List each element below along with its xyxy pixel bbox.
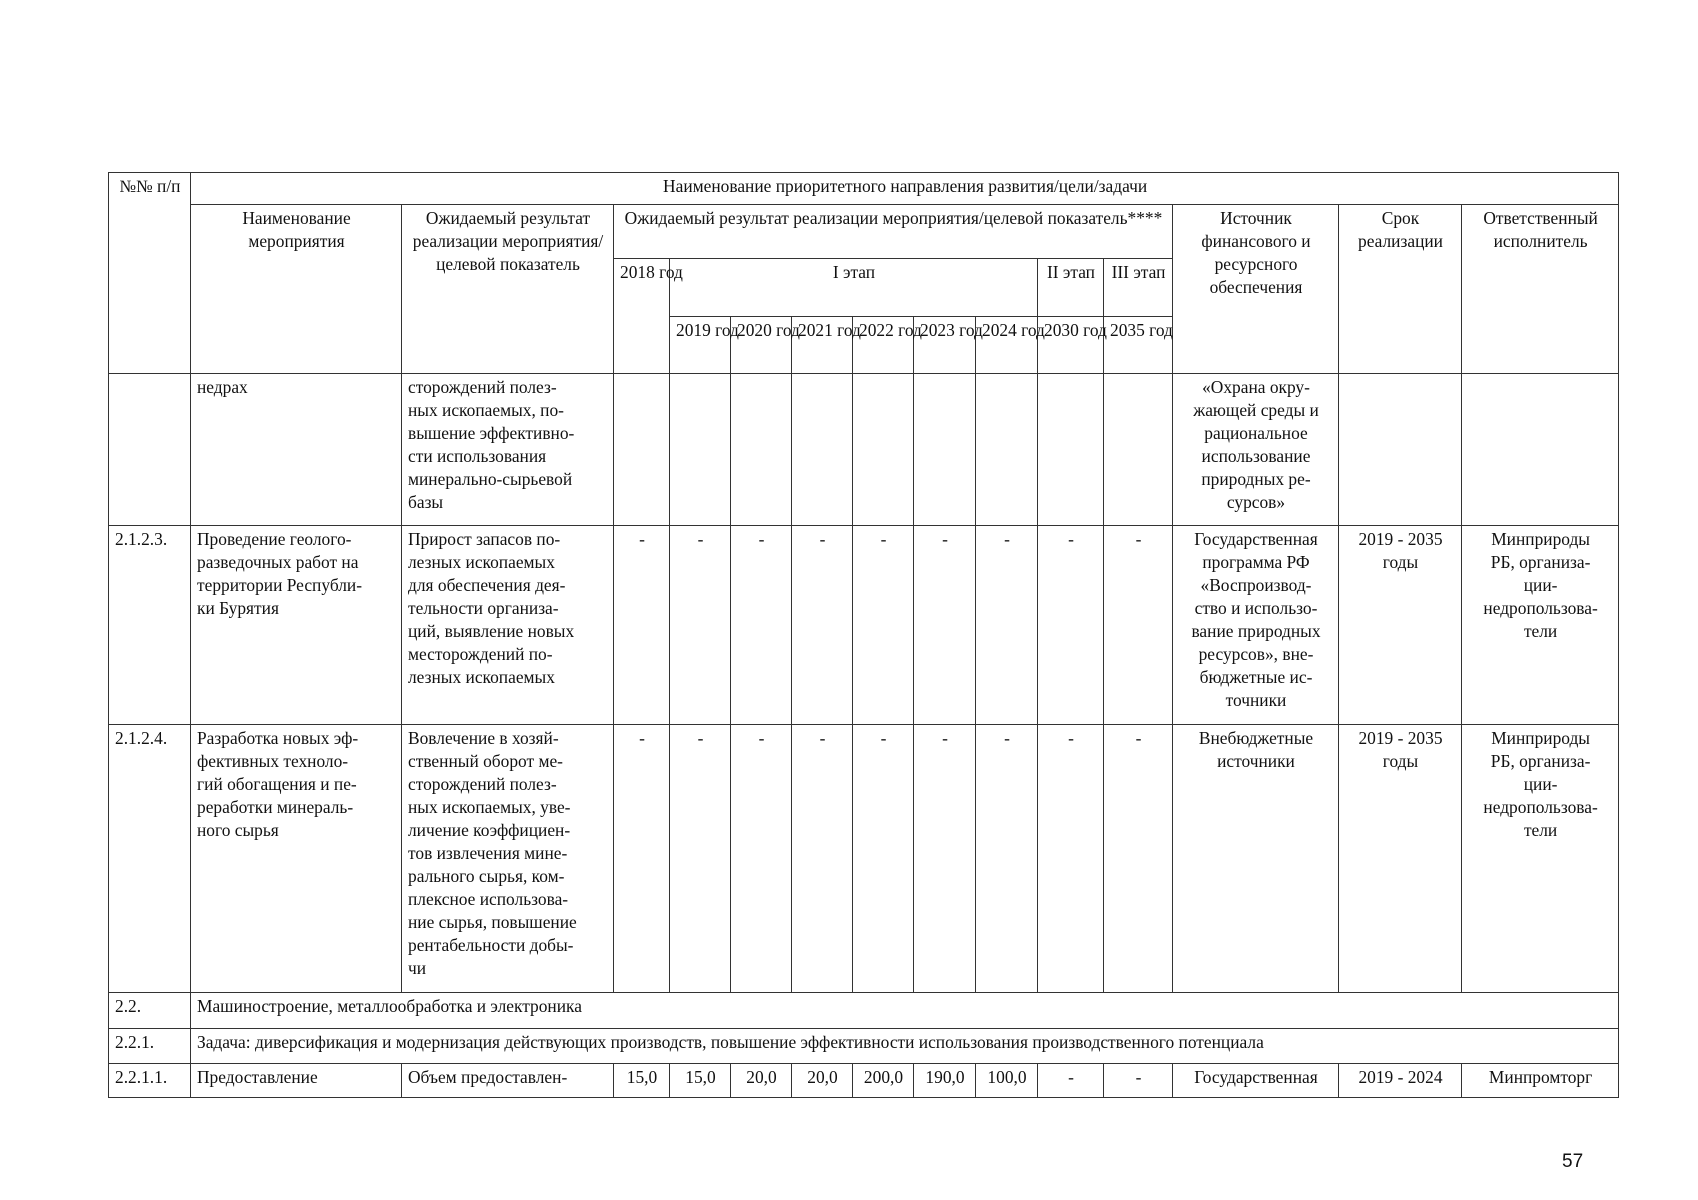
row-value: - [792, 725, 853, 993]
row-term: 2019 - 2035 годы [1339, 526, 1462, 725]
row-num: 2.1.2.4. [109, 725, 191, 993]
row-value [1038, 374, 1104, 526]
row-value [853, 374, 914, 526]
header-year: 2022 год [853, 317, 914, 374]
row-activity: Проведение геолого- разведочных работ на территории Республи- ки Бурятия [191, 526, 402, 725]
plan-table [108, 172, 1619, 1098]
row-responsible [1462, 374, 1619, 526]
row-value: - [976, 526, 1038, 725]
row-result: Вовлечение в хозяй- ственный оборот ме- сторождений полез- ных ископаемых, уве- личение коэффициен- тов извлечения мине- рального сырья, ком- плексное использова- ние сырья, повышение рентабельности добы- чи [402, 725, 614, 993]
row-value: 100,0 [976, 1064, 1038, 1098]
header-year: 2021 год [792, 317, 853, 374]
row-num [109, 374, 191, 526]
row-responsible: Минпромторг [1462, 1064, 1619, 1098]
row-value: 20,0 [792, 1064, 853, 1098]
header-stage-1: I этап [670, 259, 1038, 317]
row-num: 2.2.1.1. [109, 1064, 191, 1098]
row-source: Государственная [1173, 1064, 1339, 1098]
row-value: - [670, 526, 731, 725]
row-num: 2.1.2.3. [109, 526, 191, 725]
header-term: Срок реализации [1339, 205, 1462, 374]
row-activity: Предоставление [191, 1064, 402, 1098]
header-year: 2023 год [914, 317, 976, 374]
row-value: - [1104, 725, 1173, 993]
section-row [109, 993, 1619, 1029]
header-source: Источник финансового и ресурсного обеспечения [1173, 205, 1339, 374]
header-year: 2030 год [1038, 317, 1104, 374]
row-value: - [976, 725, 1038, 993]
row-value: - [1038, 526, 1104, 725]
row-value: - [853, 725, 914, 993]
row-value [670, 374, 731, 526]
row-value: - [614, 725, 670, 993]
row-value: 190,0 [914, 1064, 976, 1098]
row-value: - [670, 725, 731, 993]
header-row-title [109, 173, 1619, 205]
header-num: №№ п/п [109, 173, 191, 374]
header-stage-3: III этап [1104, 259, 1173, 317]
row-source: «Охрана окру- жающей среды и рациональное использование природных ре- сурсов» [1173, 374, 1339, 526]
row-responsible: Минприроды РБ, организа- ции- недропользова- тели [1462, 725, 1619, 993]
row-value: - [731, 725, 792, 993]
row-source: Внебюджетные источники [1173, 725, 1339, 993]
row-value: - [1038, 725, 1104, 993]
task-title: Задача: диверсификация и модернизация действующих производств, повышение эффективности использования производственного потенциала [191, 1029, 1619, 1064]
table-row [109, 1064, 1619, 1098]
task-row [109, 1029, 1619, 1064]
row-value: - [1104, 526, 1173, 725]
header-year: 2024 год [976, 317, 1038, 374]
row-value: - [1104, 1064, 1173, 1098]
row-result: сторождений полез- ных ископаемых, по- вышение эффективно- сти использования минерально-сырьевой базы [402, 374, 614, 526]
row-term: 2019 - 2035 годы [1339, 725, 1462, 993]
header-expected-group: Ожидаемый результат реализации мероприятия/целевой показатель**** [614, 205, 1173, 259]
header-activity: Наименование мероприятия [191, 205, 402, 374]
header-row-columns [109, 205, 1619, 259]
row-activity: Разработка новых эф- фективных техноло- гий обогащения и пе- реработки минераль- ного сырья [191, 725, 402, 993]
header-year: 2019 год [670, 317, 731, 374]
row-value: - [914, 526, 976, 725]
row-source: Государственная программа РФ «Воспроизвод- ство и использо- вание природных ресурсов», вне- бюджетные ис- точники [1173, 526, 1339, 725]
row-value: - [614, 526, 670, 725]
row-term [1339, 374, 1462, 526]
header-responsible: Ответственный исполнитель [1462, 205, 1619, 374]
header-result: Ожидаемый результат реализации мероприятия/целевой показатель [402, 205, 614, 374]
row-value: 15,0 [614, 1064, 670, 1098]
row-value [731, 374, 792, 526]
row-value [914, 374, 976, 526]
section-title: Машиностроение, металлообработка и электроника [191, 993, 1619, 1029]
section-num: 2.2. [109, 993, 191, 1029]
header-year: 2035 год [1104, 317, 1173, 374]
row-value: - [731, 526, 792, 725]
row-value: - [792, 526, 853, 725]
row-value: - [853, 526, 914, 725]
row-value [976, 374, 1038, 526]
row-activity: недрах [191, 374, 402, 526]
row-responsible: Минприроды РБ, организа- ции- недропользова- тели [1462, 526, 1619, 725]
header-year: 2020 год [731, 317, 792, 374]
header-year-2018: 2018 год [614, 259, 670, 374]
row-value: 20,0 [731, 1064, 792, 1098]
row-value [1104, 374, 1173, 526]
table-row [109, 526, 1619, 725]
row-value: - [1038, 1064, 1104, 1098]
table-row [109, 725, 1619, 993]
row-value: 200,0 [853, 1064, 914, 1098]
page-number: 57 [1562, 1151, 1584, 1172]
row-result: Объем предоставлен- [402, 1064, 614, 1098]
row-value [792, 374, 853, 526]
table-row [109, 374, 1619, 526]
row-term: 2019 - 2024 [1339, 1064, 1462, 1098]
row-value: 15,0 [670, 1064, 731, 1098]
header-stage-2: II этап [1038, 259, 1104, 317]
row-result: Прирост запасов по- лезных ископаемых для обеспечения дея- тельности организа- ций, выявление новых месторождений по- лезных ископаемых [402, 526, 614, 725]
task-num: 2.2.1. [109, 1029, 191, 1064]
row-value: - [914, 725, 976, 993]
header-top-title: Наименование приоритетного направления развития/цели/задачи [191, 173, 1619, 205]
row-value [614, 374, 670, 526]
